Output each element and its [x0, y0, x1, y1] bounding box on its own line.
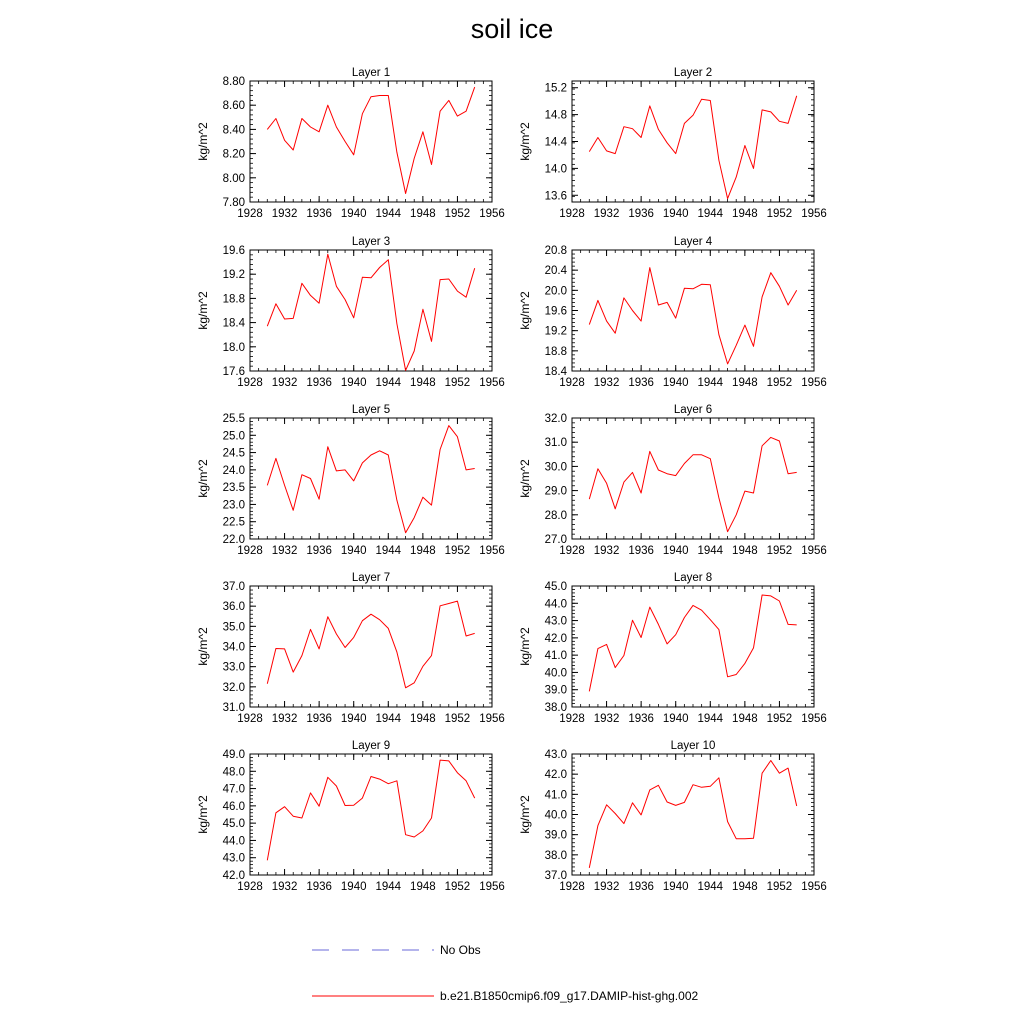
- y-tick-label: 38.0: [544, 702, 567, 714]
- x-tick-label: 1936: [628, 377, 654, 389]
- y-tick-label: 18.8: [544, 345, 567, 358]
- x-tick-label: 1944: [375, 545, 402, 557]
- panel-title: Layer 4: [673, 236, 713, 248]
- series-line: [267, 254, 474, 370]
- y-tick-label: 46.0: [222, 800, 245, 813]
- x-tick-label: 1932: [593, 881, 620, 893]
- x-tick-label: 1952: [444, 208, 471, 220]
- chart-panel-layer-3: [196, 236, 505, 389]
- x-tick-label: 1928: [559, 881, 585, 893]
- x-tick-label: 1928: [559, 377, 585, 389]
- y-tick-label: 49.0: [222, 749, 245, 761]
- x-tick-label: 1952: [444, 545, 471, 557]
- y-tick-label: 29.0: [544, 485, 567, 498]
- y-tick-label: 30.0: [544, 461, 567, 474]
- y-tick-label: 44.0: [222, 835, 245, 848]
- panel-title: Layer 2: [673, 67, 713, 79]
- y-tick-label: 22.5: [222, 516, 245, 529]
- x-tick-label: 1932: [271, 208, 298, 220]
- series-line: [589, 595, 796, 691]
- panel-title: Layer 1: [351, 67, 391, 79]
- y-axis-label: kg/m^2: [196, 627, 210, 666]
- x-tick-label: 1944: [375, 208, 402, 220]
- y-tick-label: 40.0: [544, 667, 567, 680]
- x-tick-label: 1956: [801, 713, 827, 725]
- x-tick-label: 1940: [340, 881, 367, 893]
- x-tick-label: 1956: [801, 377, 827, 389]
- y-axis-label: kg/m^2: [518, 459, 532, 498]
- y-tick-label: 23.5: [222, 482, 245, 495]
- y-tick-label: 40.0: [544, 809, 567, 822]
- y-tick-label: 18.0: [222, 341, 245, 354]
- series-line: [267, 87, 474, 193]
- x-tick-label: 1932: [271, 377, 298, 389]
- y-tick-label: 38.0: [544, 849, 567, 862]
- plot-frame: [572, 586, 814, 707]
- x-tick-label: 1932: [271, 545, 298, 557]
- x-tick-label: 1940: [662, 713, 689, 725]
- x-tick-label: 1940: [662, 208, 689, 220]
- y-tick-label: 34.0: [222, 641, 245, 654]
- x-tick-label: 1952: [766, 208, 793, 220]
- series-line: [267, 760, 474, 860]
- y-tick-label: 33.0: [222, 661, 245, 674]
- y-tick-label: 19.2: [544, 325, 567, 338]
- x-tick-label: 1948: [732, 545, 758, 557]
- x-tick-label: 1952: [766, 881, 793, 893]
- x-tick-label: 1956: [801, 545, 827, 557]
- x-tick-label: 1944: [697, 545, 724, 557]
- x-tick-label: 1936: [306, 377, 332, 389]
- x-tick-label: 1940: [662, 377, 689, 389]
- y-axis-label: kg/m^2: [196, 291, 210, 330]
- chart-panel-layer-10: [518, 740, 827, 893]
- y-tick-label: 8.80: [222, 76, 245, 88]
- legend-label: b.e21.B1850cmip6.f09_g17.DAMIP-hist-ghg.002: [440, 989, 699, 1003]
- x-tick-label: 1936: [628, 545, 654, 557]
- chart-panel-layer-9: [196, 740, 505, 893]
- x-tick-label: 1928: [559, 545, 585, 557]
- x-tick-label: 1928: [237, 713, 263, 725]
- y-tick-label: 14.8: [544, 109, 567, 122]
- panel-title: Layer 5: [351, 404, 391, 416]
- y-tick-label: 20.8: [544, 245, 567, 257]
- y-tick-label: 42.0: [544, 769, 567, 782]
- x-tick-label: 1936: [306, 713, 332, 725]
- x-tick-label: 1928: [237, 377, 263, 389]
- x-tick-label: 1932: [271, 713, 298, 725]
- y-tick-label: 8.00: [222, 172, 245, 185]
- x-tick-label: 1952: [766, 713, 793, 725]
- y-axis-label: kg/m^2: [518, 627, 532, 666]
- y-axis-label: kg/m^2: [518, 795, 532, 834]
- panel-title: Layer 3: [351, 236, 391, 248]
- y-tick-label: 31.0: [544, 437, 567, 450]
- y-tick-label: 31.0: [222, 702, 245, 714]
- y-tick-label: 35.0: [222, 621, 245, 634]
- x-tick-label: 1944: [375, 881, 402, 893]
- x-tick-label: 1940: [340, 377, 367, 389]
- y-tick-label: 19.6: [222, 245, 245, 257]
- x-tick-label: 1940: [662, 881, 689, 893]
- y-tick-label: 18.4: [222, 317, 245, 330]
- panel-title: Layer 10: [670, 740, 716, 752]
- chart-panel-layer-8: [518, 572, 827, 725]
- plot-frame: [250, 754, 492, 875]
- x-tick-label: 1948: [410, 545, 436, 557]
- chart-panel-layer-7: [196, 572, 505, 725]
- chart-panel-layer-1: [196, 67, 505, 220]
- x-tick-label: 1932: [593, 208, 620, 220]
- y-tick-label: 36.0: [222, 601, 245, 614]
- x-tick-label: 1952: [444, 881, 471, 893]
- y-tick-label: 41.0: [544, 789, 567, 802]
- x-tick-label: 1936: [306, 881, 332, 893]
- y-tick-label: 8.60: [222, 100, 245, 113]
- series-line: [267, 426, 474, 533]
- x-tick-label: 1932: [593, 545, 620, 557]
- series-line: [589, 96, 796, 199]
- y-tick-label: 39.0: [544, 829, 567, 842]
- x-tick-label: 1956: [479, 881, 505, 893]
- y-tick-label: 45.0: [544, 581, 567, 593]
- x-tick-label: 1928: [237, 208, 263, 220]
- y-tick-label: 23.0: [222, 499, 245, 512]
- chart-panel-layer-2: [518, 67, 827, 220]
- chart-panel-layer-6: [518, 404, 827, 557]
- x-tick-label: 1944: [697, 713, 724, 725]
- x-tick-label: 1928: [559, 713, 585, 725]
- x-tick-label: 1956: [801, 208, 827, 220]
- x-tick-label: 1952: [444, 713, 471, 725]
- x-tick-label: 1944: [375, 377, 402, 389]
- y-tick-label: 37.0: [544, 870, 567, 882]
- y-tick-label: 39.0: [544, 684, 567, 697]
- x-tick-label: 1956: [479, 377, 505, 389]
- panel-title: Layer 6: [673, 404, 713, 416]
- y-tick-label: 22.0: [222, 534, 245, 546]
- x-tick-label: 1940: [662, 545, 689, 557]
- y-tick-label: 14.4: [544, 136, 567, 149]
- y-tick-label: 43.0: [544, 749, 567, 761]
- plot-frame: [250, 586, 492, 707]
- plot-frame: [572, 418, 814, 539]
- y-axis-label: kg/m^2: [518, 291, 532, 330]
- y-axis-label: kg/m^2: [196, 795, 210, 834]
- x-tick-label: 1948: [732, 713, 758, 725]
- plot-frame: [250, 250, 492, 371]
- legend-label: No Obs: [440, 943, 481, 957]
- y-tick-label: 24.5: [222, 447, 245, 460]
- x-tick-label: 1956: [801, 881, 827, 893]
- y-tick-label: 19.6: [544, 305, 567, 318]
- y-tick-label: 37.0: [222, 581, 245, 593]
- panel-title: Layer 7: [351, 572, 391, 584]
- y-tick-label: 7.80: [222, 197, 245, 209]
- y-tick-label: 43.0: [544, 615, 567, 628]
- x-tick-label: 1936: [306, 545, 332, 557]
- series-line: [589, 761, 796, 868]
- y-axis-label: kg/m^2: [196, 459, 210, 498]
- plot-frame: [572, 81, 814, 202]
- y-tick-label: 25.5: [222, 413, 245, 425]
- chart-panel-layer-4: [518, 236, 827, 389]
- y-axis-label: kg/m^2: [518, 122, 532, 161]
- figure-title: soil ice: [470, 14, 554, 44]
- y-tick-label: 20.4: [544, 265, 567, 278]
- y-tick-label: 24.0: [222, 464, 245, 477]
- x-tick-label: 1928: [559, 208, 585, 220]
- y-tick-label: 32.0: [544, 413, 567, 425]
- x-tick-label: 1956: [479, 208, 505, 220]
- x-tick-label: 1936: [306, 208, 332, 220]
- x-tick-label: 1936: [628, 713, 654, 725]
- x-tick-label: 1928: [237, 881, 263, 893]
- series-line: [267, 601, 474, 688]
- y-axis-label: kg/m^2: [196, 122, 210, 161]
- panel-title: Layer 8: [673, 572, 713, 584]
- panel-title: Layer 9: [351, 740, 391, 752]
- x-tick-label: 1932: [593, 377, 620, 389]
- series-line: [589, 437, 796, 531]
- x-tick-label: 1948: [732, 377, 758, 389]
- x-tick-label: 1944: [697, 881, 724, 893]
- series-line: [589, 268, 796, 364]
- y-tick-label: 42.0: [544, 632, 567, 645]
- x-tick-label: 1948: [410, 377, 436, 389]
- x-tick-label: 1956: [479, 545, 505, 557]
- x-tick-label: 1948: [410, 713, 436, 725]
- y-tick-label: 25.0: [222, 430, 245, 443]
- y-tick-label: 8.40: [222, 124, 245, 137]
- y-tick-label: 20.0: [544, 285, 567, 298]
- x-tick-label: 1956: [479, 713, 505, 725]
- x-tick-label: 1932: [593, 713, 620, 725]
- y-tick-label: 8.20: [222, 148, 245, 161]
- y-tick-label: 13.6: [544, 190, 567, 203]
- y-tick-label: 48.0: [222, 766, 245, 779]
- plot-frame: [572, 250, 814, 371]
- y-tick-label: 18.4: [544, 366, 567, 378]
- y-tick-label: 14.0: [544, 163, 567, 176]
- x-tick-label: 1948: [732, 881, 758, 893]
- x-tick-label: 1940: [340, 713, 367, 725]
- y-tick-label: 15.2: [544, 82, 567, 95]
- y-tick-label: 27.0: [544, 534, 567, 546]
- y-tick-label: 42.0: [222, 870, 245, 882]
- y-tick-label: 43.0: [222, 852, 245, 865]
- plot-frame: [572, 754, 814, 875]
- x-tick-label: 1940: [340, 208, 367, 220]
- x-tick-label: 1928: [237, 545, 263, 557]
- x-tick-label: 1940: [340, 545, 367, 557]
- chart-panel-layer-5: [196, 404, 505, 557]
- x-tick-label: 1932: [271, 881, 298, 893]
- x-tick-label: 1936: [628, 208, 654, 220]
- x-tick-label: 1952: [766, 545, 793, 557]
- y-tick-label: 41.0: [544, 650, 567, 663]
- y-tick-label: 18.8: [222, 293, 245, 306]
- y-tick-label: 17.6: [222, 366, 245, 378]
- x-tick-label: 1944: [697, 377, 724, 389]
- y-tick-label: 47.0: [222, 783, 245, 796]
- y-tick-label: 28.0: [544, 509, 567, 522]
- x-tick-label: 1944: [697, 208, 724, 220]
- x-tick-label: 1936: [628, 881, 654, 893]
- y-tick-label: 44.0: [544, 598, 567, 611]
- x-tick-label: 1952: [444, 377, 471, 389]
- x-tick-label: 1948: [732, 208, 758, 220]
- x-tick-label: 1952: [766, 377, 793, 389]
- y-tick-label: 19.2: [222, 269, 245, 282]
- plot-frame: [250, 418, 492, 539]
- x-tick-label: 1948: [410, 881, 436, 893]
- x-tick-label: 1944: [375, 713, 402, 725]
- x-tick-label: 1948: [410, 208, 436, 220]
- y-tick-label: 32.0: [222, 681, 245, 694]
- y-tick-label: 45.0: [222, 818, 245, 831]
